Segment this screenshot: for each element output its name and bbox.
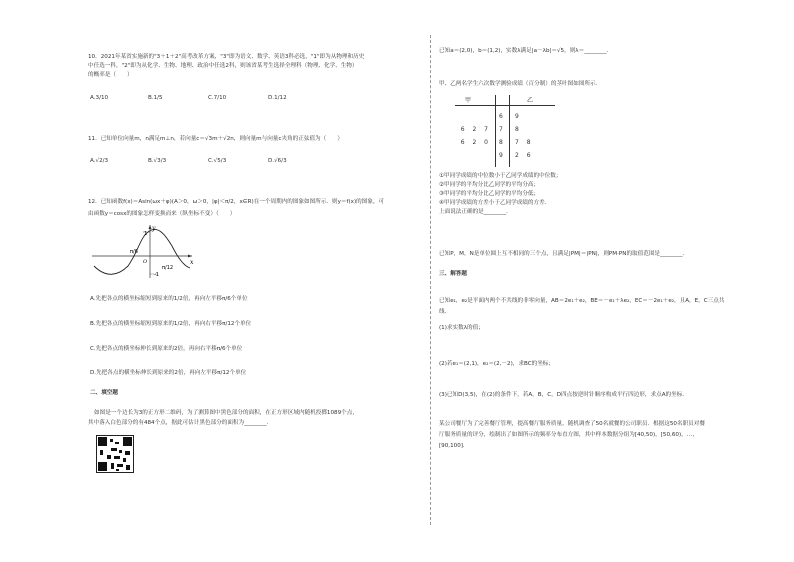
y-label: y (152, 225, 156, 232)
fill3-statement-2: ②甲同学的平均分比乙同学的平均分高； (439, 182, 540, 188)
column-divider (430, 35, 431, 525)
fill3-statement-3: ③甲同学的平均分比乙同学的平均分低； (439, 191, 540, 197)
row-2-jia: 6 2 7 (460, 126, 491, 133)
x-label: x (190, 259, 194, 266)
ans1-part1: (1)求实数λ的值； (439, 325, 484, 331)
sine-graph (88, 222, 198, 280)
stem-leaf-head-jia: 甲 (465, 97, 472, 104)
q12-line2: 由函数y＝cosx的图象怎样变换而来（纵坐标不变）（ ） (88, 211, 236, 217)
fill3-question: 上面说法正确的是________． (439, 209, 512, 215)
left-column (88, 0, 428, 562)
section-solution-title: 三、解答题 (439, 271, 467, 277)
q12-option-b: B.先把各点的横坐标缩短到原来的1/2倍，再向右平移π/12个单位 (90, 321, 252, 327)
q12-option-d: D.先把各点的横坐标伸长到原来的2倍，再向左平移π/12个单位 (90, 370, 247, 376)
ans1-line2: 线． (439, 309, 451, 315)
row-4-yi: 2 6 (515, 152, 534, 159)
row-3-yi: 7 8 (515, 139, 534, 146)
q12-option-c: C.先把各点的横坐标伸长到原来的2倍，再向右平移π/6个单位 (90, 346, 243, 352)
fill1-line1: 如图是一个边长为3的正方形二维码，为了测算图中黑色部分的面积，在正方形区域内随机投掷1089个点， (94, 410, 358, 416)
fill3-line1: 甲、乙两名学生六次数学测验成绩（百分制）的茎叶图如图所示． (439, 81, 602, 87)
q10-line3: 的概率是（ ） (88, 72, 133, 78)
ans1-part3: (3)已知D(3,5)，在(2)的条件下，若A，B，C，D四点按逆时针顺序构成平行四边形，求点A的坐标． (439, 392, 688, 398)
q10-option-a: A.3/10 (90, 95, 109, 101)
ans1-part2: (2)若e₁＝(2,1)，e₂＝(2,－2)，求BC的坐标； (439, 361, 554, 367)
q10-option-c: C.7/10 (208, 95, 227, 101)
row-3-jia: 6 2 0 (460, 139, 491, 146)
ans2-line2: 厅服务质量的评分，绘制出了如图所示的频率分布直方图，其中样本数据分组为[40,50)，[50,60)，…， (439, 432, 698, 438)
fill3-statement-4: ④甲同学成绩的方差小于乙同学成绩的方差． (439, 200, 551, 206)
ans2-line3: [90,100]． (439, 443, 469, 449)
ans2-line1: 某公司餐厅为了完善餐厅管理，提高餐厅服务质量，随机调查了50名就餐的公司职员．根据这50名职员对餐 (439, 421, 705, 427)
y-neg-one-label: -1 (154, 272, 159, 278)
q11-option-c: C.√5/3 (208, 158, 227, 164)
stem-leaf-head-yi: 乙 (527, 97, 534, 104)
row-3-stem: 8 (499, 139, 503, 146)
q12-line1: 12．已知函数f(x)＝Asin(ωx＋φ)(A＞0，ω＞0，|φ|＜π/2，x∈R)在一个周期内的图象如图所示．则y＝f(x)的图象，可 (88, 199, 385, 205)
sine-curve (94, 229, 190, 274)
x-axis-arrow (188, 255, 192, 258)
q10-line1: 10．2021年某省实施新的"3＋1＋2"高考改革方案，"3"即为语文、数学、英语3科必选，"1"即为从物理和历史 (88, 54, 365, 60)
fill4-text: 已知P，M，N是单位圆上互不相同的三个点，且满足|PM|＝|PN|，则PM·PN的取值范围是________． (439, 251, 688, 257)
q11-option-d: D.√6/3 (268, 158, 287, 164)
fill3-statement-1: ①甲同学成绩的中位数小于乙同学成绩的中位数； (439, 173, 562, 179)
row-2-stem: 7 (499, 126, 503, 133)
qr-code-image (96, 435, 134, 473)
fill2-text: 已知a＝(2,0)，b＝(1,2)，实数λ满足|a－λb|＝√5，则λ＝________． (439, 48, 613, 54)
left-tick-label: π/6 (130, 249, 138, 255)
fill1-line2: 其中落入白色部分的有484个点，据此可估计黑色部分的面积为________． (88, 420, 273, 426)
row-1-stem: 6 (499, 113, 503, 120)
right-tick-label: π/12 (162, 265, 174, 271)
row-4-stem: 9 (499, 152, 503, 159)
right-column (435, 0, 765, 562)
q11-option-b: B.√3/3 (148, 158, 167, 164)
q12-option-a: A.先把各点的横坐标缩短到原来的1/2倍，再向左平移π/6个单位 (90, 296, 248, 302)
q11-option-a: A.√2/3 (90, 158, 109, 164)
section-fill-in-title: 二、填空题 (90, 390, 118, 396)
row-1-yi: 9 (515, 113, 522, 120)
row-2-yi: 8 (515, 126, 522, 133)
ans1-line1: 已知e₁，e₂是平面内两个不共线的非零向量，AB＝2e₁＋e₂，BE＝－e₁＋λe₂，EC＝－2e₁＋e₂，且A，E，C三点共 (439, 298, 725, 304)
q10-option-d: D.1/12 (268, 95, 287, 101)
stem-leaf-plot (455, 95, 565, 170)
origin-label: O (143, 259, 148, 265)
q10-line2: 中任选一科，"2"即为从化学、生物、地理、政治中任选2科，则该省某考生选择全理科（物理、化学、生物） (88, 63, 358, 69)
q10-option-b: B.1/5 (148, 95, 163, 101)
y-one-label: 1 (144, 231, 148, 237)
q11-line1: 11．已知单位向量m，n满足m⊥n，若向量c＝√3m＋√2n，则向量m与向量c夹角的正弦值为（ ） (88, 136, 344, 142)
